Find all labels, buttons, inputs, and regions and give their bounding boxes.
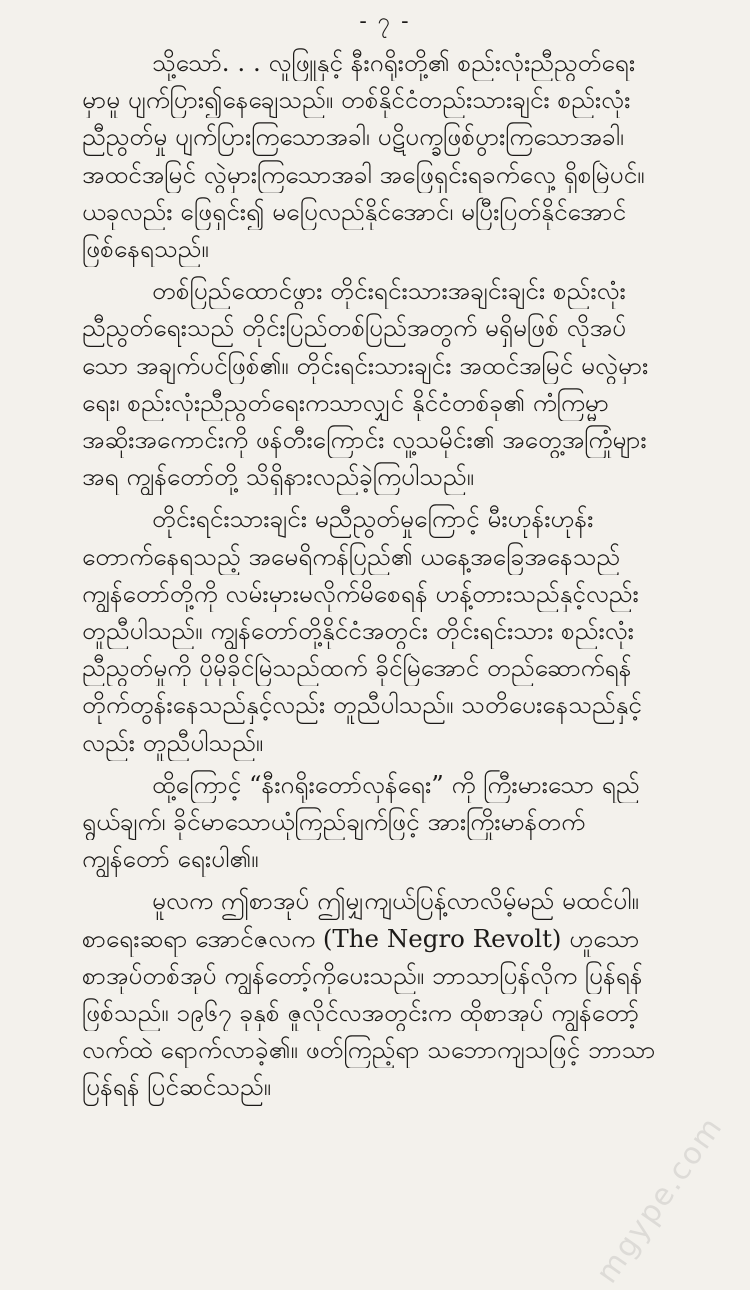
text-line: စာအုပ်တစ်အုပ် ကျွန်တော့်ကိုပေးသည်။ ဘာသာပြန်လိုက ပြန်ရန် [82, 960, 643, 990]
paragraph [82, 44, 688, 267]
text-line: စာရေးဆရာ အောင်ဇလက (The Negro Revolt) ဟူသော [82, 923, 640, 953]
text-line: ညီညွတ်မှုကို ပိုမိုခိုင်မြဲသည်ထက် ခိုင်မြဲအောင် တည်ဆောက်ရန် [82, 653, 632, 683]
text-line: လက်ထဲ ရောက်လာခဲ့၏။ ဖတ်ကြည့်ရာ သဘောကျသဖြင့် ဘာသာ [82, 1035, 656, 1065]
text-line: သို့သော်. . . လူဖြူနှင့် နီးဂရိုးတို့၏ စည်းလုံးညီညွတ်ရေး [152, 48, 636, 77]
paragraph [82, 272, 688, 495]
text-line: တိုင်းရင်းသားချင်း မညီညွတ်မှုကြောင့် မီးဟုန်းဟုန်း [152, 504, 594, 534]
text-line: ရွယ်ချက်၊ ခိုင်မာသောယုံကြည်ချက်ဖြင့် အားကြိုးမာန်တက် [82, 807, 586, 837]
body-text [82, 44, 688, 1106]
text-line: ရေး၊ စည်းလုံးညီညွတ်ရေးကသာလျှင် နိုင်ငံတစ်ခု၏ ကံကြမ္မာ [82, 387, 609, 417]
text-line: အဆိုးအကောင်းကို ဖန်တီးကြောင်း လူ့သမိုင်း၏ အတွေ့အကြုံများ [82, 425, 647, 455]
text-line: ညီညွတ်ရေးသည် တိုင်းပြည်တစ်ပြည်အတွက် မရှိမဖြစ် လိုအပ် [82, 313, 627, 343]
text-line: ဖြစ်နေရသည်။ [82, 234, 209, 264]
text-line: အထင်အမြင် လွဲမှားကြသောအခါ အဖြေရှင်းရခက်လှေ့ ရှိစမြဲပင်။ [82, 159, 645, 189]
text-line: ကျွန်တော်တို့ကို လမ်းမှားမလိုက်မိစေရန် ဟန့်တားသည်နှင့်လည်း [82, 578, 639, 608]
text-line: လည်း တူညီပါသည်။ [82, 727, 264, 757]
text-line: ကျွန်တော် ရေးပါ၏။ [82, 844, 259, 874]
text-line: ညီညွတ်မှု ပျက်ပြားကြသောအခါ၊ ပဋိပက္ခဖြစ်ပွားကြသောအခါ၊ [82, 122, 624, 152]
paragraph [82, 500, 688, 760]
watermark: mgype.com [589, 1109, 730, 1290]
text-line: တစ်ပြည်ထောင်ဖွား တိုင်းရင်းသားအချင်းချင်း စည်းလုံး [152, 276, 626, 306]
text-line: သော အချက်ပင်ဖြစ်၏။ တိုင်းရင်းသားချင်း အထင်အမြင် မလွဲမှား [82, 350, 649, 380]
text-line: ဖြစ်သည်။ ၁၉၆၇ ခုနှစ် ဇူလိုင်လအတွင်းက ထိုစာအုပ် ကျွန်တော့် [82, 998, 639, 1028]
text-line: တောက်နေရသည့် အမေရိကန်ပြည်၏ ယနေ့အခြေအနေသည် [82, 541, 621, 571]
text-line: တူညီပါသည်။ ကျွန်တော်တို့နိုင်ငံအတွင်း တိုင်းရင်းသား စည်းလုံး [82, 616, 634, 646]
page-number: - ၇ - [359, 9, 411, 34]
text-line: ထို့ကြောင့် “နီးဂရိုးတော်လှန်ရေး” ကို ကြီးမားသော ရည် [152, 769, 640, 799]
paragraph [82, 882, 688, 1105]
paragraph [82, 766, 688, 878]
text-line: မူလက ဤစာအုပ် ဤမျှကျယ်ပြန့်လာလိမ့်မည် မထင်ပါ။ [152, 886, 639, 916]
text-line: ပြန်ရန် ပြင်ဆင်သည်။ [82, 1072, 272, 1102]
text-line: တိုက်တွန်းနေသည်နှင့်လည်း တူညီပါသည်။ သတိပေးနေသည်နှင့် [82, 690, 642, 720]
text-line: အရ ကျွန်တော်တို့ သိရှိနားလည်ခဲ့ကြပါသည်။ [82, 462, 474, 492]
text-line: ယခုလည်း ဖြေရှင်း၍ မပြေလည်နိုင်အောင်၊ မပြီးပြတ်နိုင်အောင် [82, 196, 627, 226]
text-line: မှာမူ ပျက်ပြား၍နေချေသည်။ တစ်နိုင်ငံတည်းသားချင်း စည်းလုံး [82, 85, 631, 115]
